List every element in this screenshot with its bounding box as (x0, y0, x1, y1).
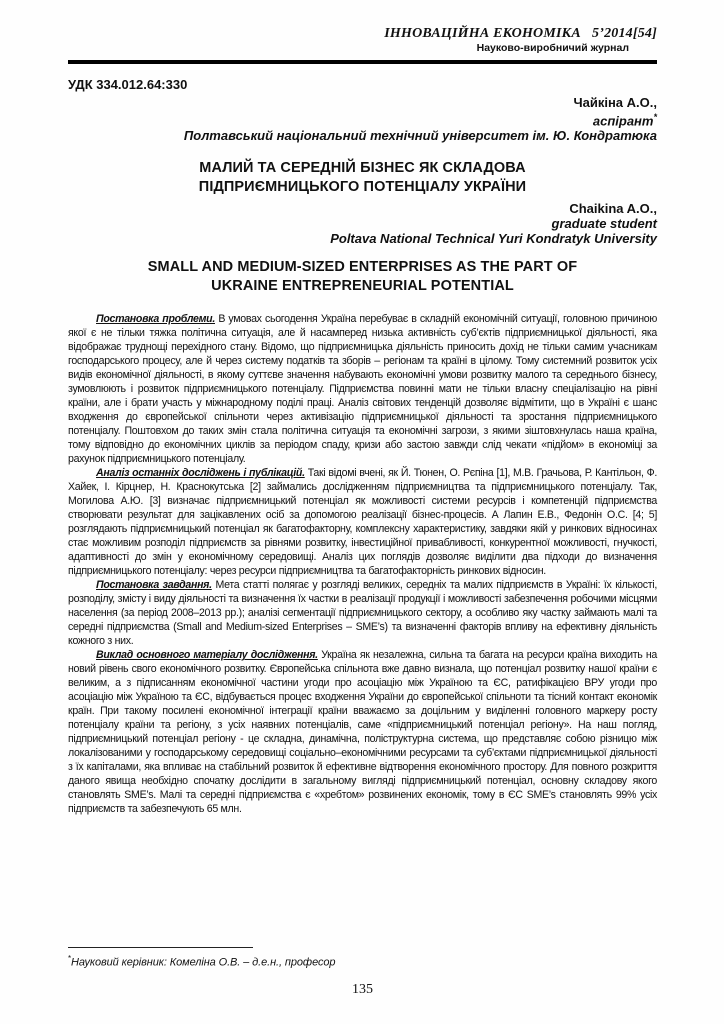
paragraph (68, 648, 657, 816)
paragraph-text: Україна як незалежна, сильна та багата на ресурси країна виходить на новий рівень свого економічного розвитку. Європейська спільнота вже давно визнала, що потенціал розвитку нашої країни є великим, а з підписанням економічної частини угоди про асоціацію між Україною та ЄС, ратифікацією ВРУ угоди про асоціацію між Україною та ЄС, відбувається процес входження України до європейської спільноти та тісний контакт економік країн. При такому посилені економічної інтеграції країни вважаємо за доцільним у виділенні головного маркеру росту потенціалу країни та регіону, з усіх наявних потенціалів, саме «підприємницький потенціал регіону». На наш погляд, підприємницький потенціал регіону - це складна, динамічна, поліструктурна система, що представляє собою різницю між локалізованими у господарському середовищі соціально–економічними ресурсами та суб’єктами підприємницької діяльності з їх капіталами, яка впливає на стабільний розвиток й ефективне відтворення економічного простору. Для повного розкриття даного явища необхідно спочатку дослідити в загальному вигляді підприємницький потенціал, основну складову якого становлять SME’s. Малі та середні підприємства є «хребтом» розвинених економік, тому в ЄС SME’s становлять 99% усіх підприємств та забезпечують 65 млн. (68, 649, 658, 816)
journal-title: ІННОВАЦІЙНА ЕКОНОМІКА 5’2014[54] (384, 26, 657, 41)
article-title-en: SMALL AND MEDIUM-SIZED ENTERPRISES AS THE PART OF UKRAINE ENTREPRENEURIAL POTENTIAL (147, 259, 578, 295)
paragraph-text: Мета статті полягає у розгляді великих, середніх та малих підприємств в Україні: їх кількості, розподілу, змісту і виду діяльності та визначення їх частки в реалізації продукції і можливості забезпечення робочими місцями населення (за період 2008–2013 рр.); аналізі сегментації підприємницького сектору, а особливо яку частку займають малі та середні підприємства (Small and Medium-sized Enterprises – SME’s) та визначенні факторів впливу на ефективну діяльність кожного з них. (68, 579, 657, 648)
footnote-text: Науковий керівник: Комеліна О.В. – д.е.н., професор (71, 957, 336, 969)
author-role-ua-text: аспірант (592, 113, 654, 129)
page-footer (68, 947, 657, 998)
footnote-marker-ref: * (653, 112, 657, 122)
journal-subtitle: Науково-виробничий журнал (476, 42, 629, 54)
paragraph-lead: Постановка проблеми. (96, 313, 215, 326)
paragraph (68, 312, 657, 466)
author-name-en: Chaikina A.O., (569, 201, 657, 217)
footnote-marker: * (68, 954, 72, 964)
journal-header (68, 26, 657, 55)
header-rule (68, 60, 657, 64)
author-role-en: graduate student (551, 216, 657, 232)
author-block-en (68, 201, 657, 246)
udk-label: УДК 334.012.64:330 (68, 77, 188, 92)
article-title-ua: МАЛИЙ ТА СЕРЕДНІЙ БІЗНЕС ЯК СКЛАДОВА ПІДПРИЄМНИЦЬКОГО ПОТЕНЦІАЛУ УКРАЇНИ (198, 160, 527, 196)
footnote-rule (68, 947, 253, 948)
page-number: 135 (352, 982, 373, 997)
author-name-ua: Чайкіна А.О., (573, 95, 657, 110)
paragraph-text: В умовах сьогодення Україна перебуває в складній економічній ситуації, головною причиною якої є не тільки тяжка політична ситуація, але й насамперед низька активність суб’єктів підприємницької діяльності, яка відображає труднощі перехідного стану. Відомо, що підприємницька діяльність приносить дохід не тільки самим учасникам господарського процесу, але й через систему податків та зборів – регіонам та країні в цілому. Тому системний розвиток усіх видів економічної діяльності, в якому суттєве значення набувають економічні умови розвитку малого та середнього бізнесу, зумовлюють і розвиток підприємницького потенціалу. Підприємства повинні мати не тільки власну спеціалізацію на рівні країни, але і брати участь у міжнародному поділі праці. Аналіз світових тенденцій дозволяє відмітити, що в Україні є шанс входження до європейської спільноти через активізацію підприємницької діяльності та зростання підприємницького потенціалу. Поштовхом до таких змін стала політична ситуація та економічні загрози, з якими зіштовхнулась наша країна, тому відповідно до економічних циклів за періодом спаду, кризи або застою завжди слід чекати «підйом» в економіці за рахунок підприємницького потенціалу. (68, 313, 657, 466)
article-body (68, 312, 657, 816)
paragraph (68, 578, 657, 648)
paragraph-text: Такі відомі вчені, як Й. Тюнен, О. Рєпіна [1], М.В. Грачьова, Р. Кантільон, Ф. Хайек, І. Кірцнер, Н. Краснокутська [2] займались дослідженням підприємництва та підприємницького потенціалу. Так, Могилова А.Ю. [3] визначає підприємницький потенціал як можливості системи ресурсів і компетенцій підприємства створювати результат для зацікавлених осіб за допомогою реалізації бізнес-процесів. А Лапин Е.В., Федонін О.С. [4; 5] розглядають підприємницький потенціал як багатофакторну, комплексну характеристику, завдяки якій у ринкових відносинах стає можливим розподіл підприємств за рівнями розвитку, інвестиційної привабливості, конкурентної можливості, гнучкості, адаптивності до змін у економічному середовищі. Аналіз цих поглядів дозволяє виділити два підходи до визначення підприємницького потенціалу: через ресурси підприємництва та багатофакторність ринкових відносин. (68, 467, 657, 578)
author-block-ua (68, 95, 657, 143)
author-role-ua (68, 110, 657, 128)
author-affiliation-ua: Полтавський національний технічний університет ім. Ю. Кондратюка (183, 128, 657, 144)
author-affiliation-en: Poltava National Technical Yuri Kondratyk University (330, 231, 657, 247)
paragraph (68, 466, 657, 578)
paragraph-lead: Виклад основного матеріалу дослідження. (96, 649, 318, 662)
paragraph-lead: Аналіз останніх досліджень і публікацій. (96, 467, 305, 480)
paragraph-lead: Постановка завдання. (96, 579, 212, 592)
footnote (68, 952, 657, 970)
